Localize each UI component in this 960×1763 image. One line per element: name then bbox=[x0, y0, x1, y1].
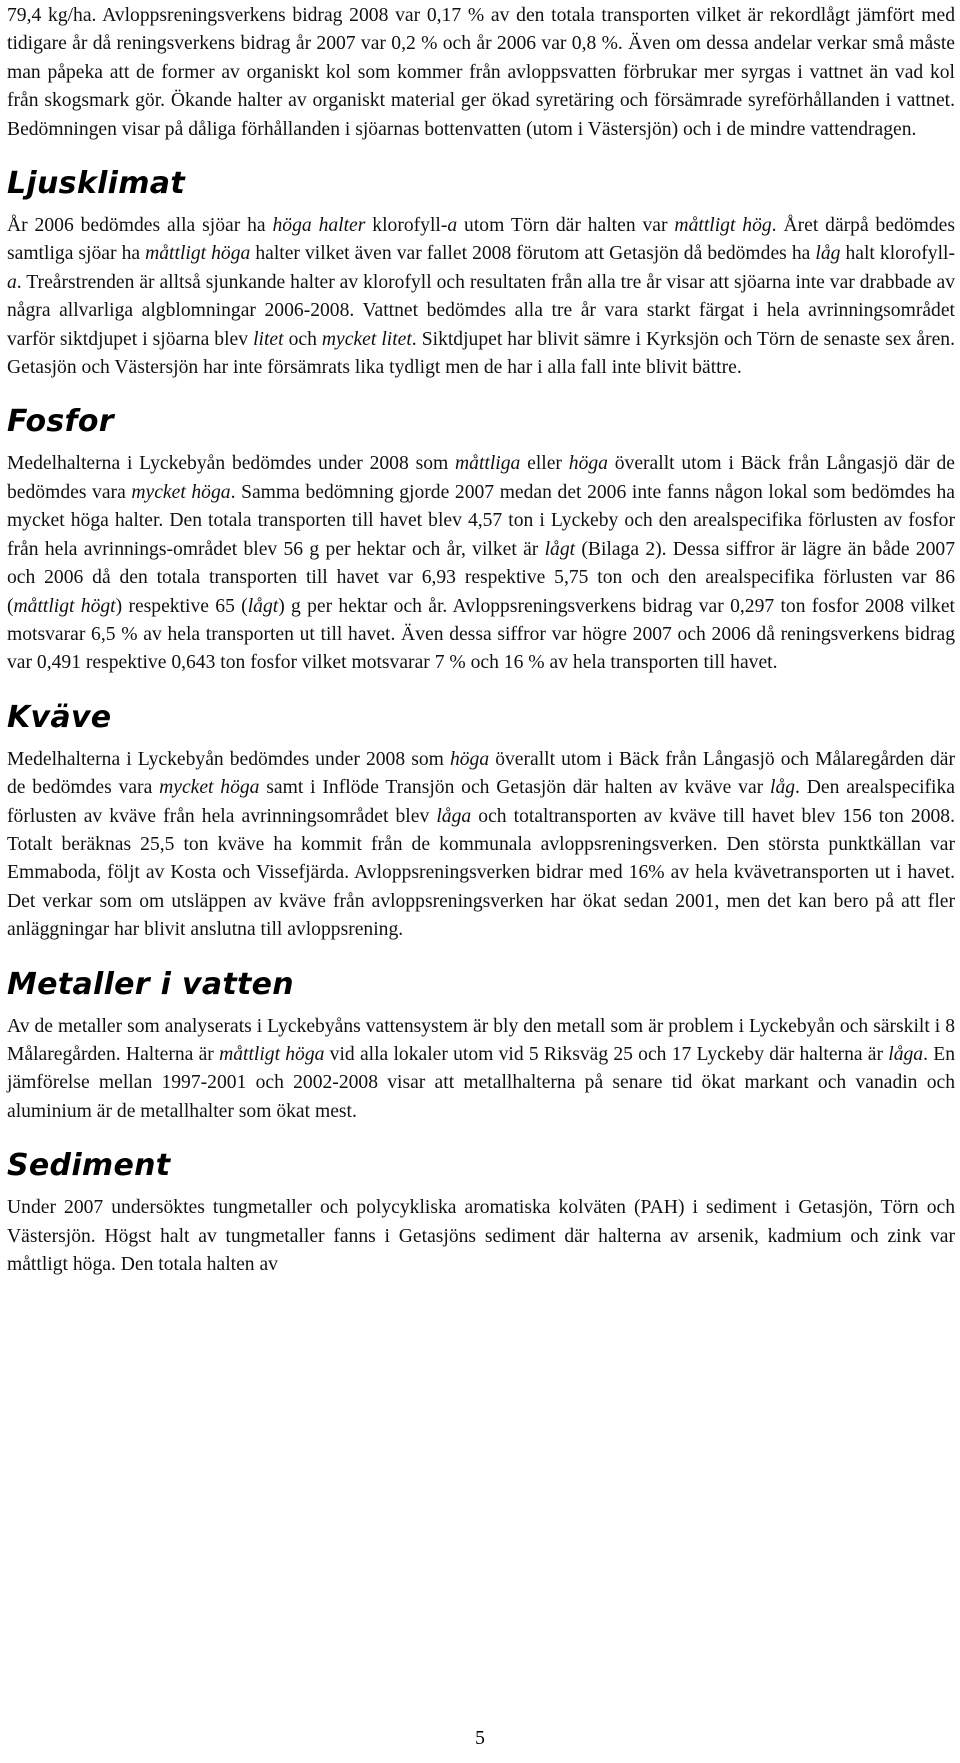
text-segment: . Samma bedömning gjorde 2007 medan det 2006 inte fanns någon lokal som bedömdes ha mycket höga halter. Den totala transporten till havet blev 4,57 ton i Lyckeby och den arealspecifika förlusten av fosfor från hela avrinnings-området blev 56 g per hektar och år, vilket är bbox=[7, 481, 956, 560]
text-segment: utom Törn där halten var bbox=[457, 215, 675, 237]
metaller-paragraph bbox=[7, 1013, 955, 1127]
text-segment: 79,4 kg/ha. Avloppsreningsverkens bidrag 2008 var 0,17 % av den totala transporten vilket är rekordlågt jämfört med tidigare år då reningsverkens bidrag år 2007 var 0,2 % och år 2006 var 0,8 %. Även om dessa andelar verkar små måste man påpeka att de former av organiskt kol som kommer från avloppsvatten förbrukar mer syrgas i vattnet än vad kol från skogsmark gör. Ökande halter av organiskt material ger ökad syretäring och försämrade syreförhållanden i vattnet. Bedömningen visar på dåliga förhållanden i sjöarnas bottenvatten (utom i Västersjön) och i de mindre vattendragen. bbox=[7, 5, 955, 140]
section-heading-fosfor: Fosfor bbox=[7, 404, 114, 440]
document-page bbox=[7, 0, 955, 1279]
italic-segment: måttligt hög bbox=[674, 215, 772, 237]
italic-segment: måttliga bbox=[455, 453, 521, 475]
italic-segment: lågt bbox=[247, 595, 279, 617]
text-segment: . Siktdjupet har blivit sämre i Kyrksjön och Törn de senaste sex åren. Getasjön och Västersjön har inte försämrats lika tydligt men de har i alla fall inte blivit bättre. bbox=[7, 328, 955, 379]
text-segment: halter vilket även var fallet 2008 förutom att Getasjön då bedömdes ha bbox=[250, 243, 816, 265]
text-segment: halt klorofyll- bbox=[840, 243, 955, 265]
fosfor-paragraph bbox=[7, 450, 955, 677]
text-segment: . Året därpå bedömdes samtliga sjöar ha bbox=[7, 215, 956, 265]
italic-segment: mycket höga bbox=[131, 481, 231, 503]
italic-segment: mycket litet bbox=[321, 328, 412, 350]
italic-segment: litet bbox=[253, 328, 284, 350]
section-heading-ljusklimat: Ljusklimat bbox=[7, 166, 185, 202]
section-heading-sediment: Sediment bbox=[7, 1148, 171, 1184]
section-heading-metaller: Metaller i vatten bbox=[7, 966, 294, 1002]
page-number: 5 bbox=[475, 1728, 485, 1749]
text-segment: eller bbox=[520, 453, 569, 475]
italic-segment: låg bbox=[815, 243, 841, 265]
text-segment: och bbox=[283, 328, 322, 350]
italic-segment: höga halter bbox=[272, 215, 366, 237]
italic-segment: måttligt höga bbox=[219, 1043, 325, 1065]
italic-segment: låga bbox=[888, 1043, 924, 1065]
text-segment: ) respektive 65 ( bbox=[115, 595, 248, 617]
italic-segment: måttligt högt bbox=[13, 595, 116, 617]
ljusklimat-paragraph bbox=[7, 212, 955, 382]
text-segment: vid alla lokaler utom vid 5 Riksväg 25 och 17 Lyckeby där halterna är bbox=[324, 1043, 889, 1065]
section-heading-kvave: Kväve bbox=[7, 699, 112, 735]
italic-segment: a bbox=[447, 215, 458, 237]
kvave-paragraph bbox=[7, 746, 955, 945]
text-segment: Av de metaller som analyserats i Lyckebyåns vattensystem är bly den metall som är problem i Lyckebyån och särskilt i 8 Målaregården. Halterna är bbox=[7, 1015, 955, 1065]
italic-segment: höga bbox=[449, 748, 490, 770]
text-segment: (Bilaga 2). Dessa siffror är lägre än både 2007 och 2006 då den totala transporten till havet var 6,93 respektive 5,75 ton och den arealspecifika förlusten var 86 ( bbox=[7, 538, 955, 617]
sediment-paragraph bbox=[7, 1194, 955, 1279]
text-segment: Medelhalterna i Lyckebyån bedömdes under 2008 som bbox=[7, 453, 456, 475]
text-segment: överallt utom i Bäck från Långasjö och Målaregården där de bedömdes vara bbox=[7, 748, 956, 799]
italic-segment: låga bbox=[436, 805, 472, 827]
text-segment: År 2006 bedömdes alla sjöar ha bbox=[7, 215, 273, 237]
italic-segment: a bbox=[7, 271, 17, 293]
italic-segment: låg bbox=[770, 777, 796, 799]
italic-segment: lågt bbox=[544, 538, 576, 560]
text-segment: och totaltransporten av kväve till havet blev 156 ton 2008. Totalt beräknas 25,5 ton kväve ha kommit från de kommunala avloppsreningsverken. Den största punktkällan var Emmaboda, följt av Kosta och Vissefjärda. Avloppsreningsverken bidrar med 16% av hela kvävetransporten ut i havet. Det verkar som om utsläppen av kväve från avloppsreningsverken har ökat sedan 2001, men det kan bero på att fler anläggningar har blivit anslutna till avloppsrening. bbox=[7, 805, 956, 941]
italic-segment: höga bbox=[568, 453, 608, 475]
text-segment: Medelhalterna i Lyckebyån bedömdes under 2008 som bbox=[7, 748, 450, 770]
italic-segment: mycket höga bbox=[159, 777, 260, 799]
text-segment: Under 2007 undersöktes tungmetaller och polycykliska aromatiska kolväten (PAH) i sediment i Getasjön, Törn och Västersjön. Högst halt av tungmetaller fanns i Getasjöns sediment där halterna av arsenik, kadmium och zink var måttligt höga. Den totala halten av bbox=[7, 1197, 955, 1275]
text-segment: överallt utom i Bäck från Långasjö där de bedömdes vara bbox=[7, 453, 956, 503]
text-segment: . Den arealspecifika förlusten av kväve från hela avrinningsområdet blev bbox=[7, 777, 955, 827]
italic-segment: måttligt höga bbox=[145, 243, 251, 265]
text-segment: samt i Inflöde Transjön och Getasjön där halten av kväve var bbox=[259, 777, 770, 799]
text-segment: . En jämförelse mellan 1997-2001 och 2002-2008 visar att metallhalterna på senare tid ökat markant och vanadin och aluminium är de metallhalter som ökat mest. bbox=[7, 1043, 955, 1122]
intro-paragraph bbox=[7, 2, 955, 144]
text-segment: . Treårstrenden är alltså sjunkande halter av klorofyll och resultaten från alla tre år visar att sjöarna inte var drabbade av några allvarliga algblomningar 2006-2008. Vattnet bedömdes alla tre år vara starkt färgat i hela avrinningsområdet varför siktdjupet i sjöarna blev bbox=[7, 271, 955, 350]
text-segment: ) g per hektar och år. Avloppsreningsverkens bidrag var 0,297 ton fosfor 2008 vilket motsvarar 6,5 % av hela transporten ut till havet. Även dessa siffror var högre 2007 och 2006 då reningsverkens bidrag var 0,491 respektive 0,643 ton fosfor vilket motsvarar 7 % och 16 % av hela transporten till havet. bbox=[7, 595, 955, 674]
text-segment: klorofyll- bbox=[365, 215, 448, 237]
